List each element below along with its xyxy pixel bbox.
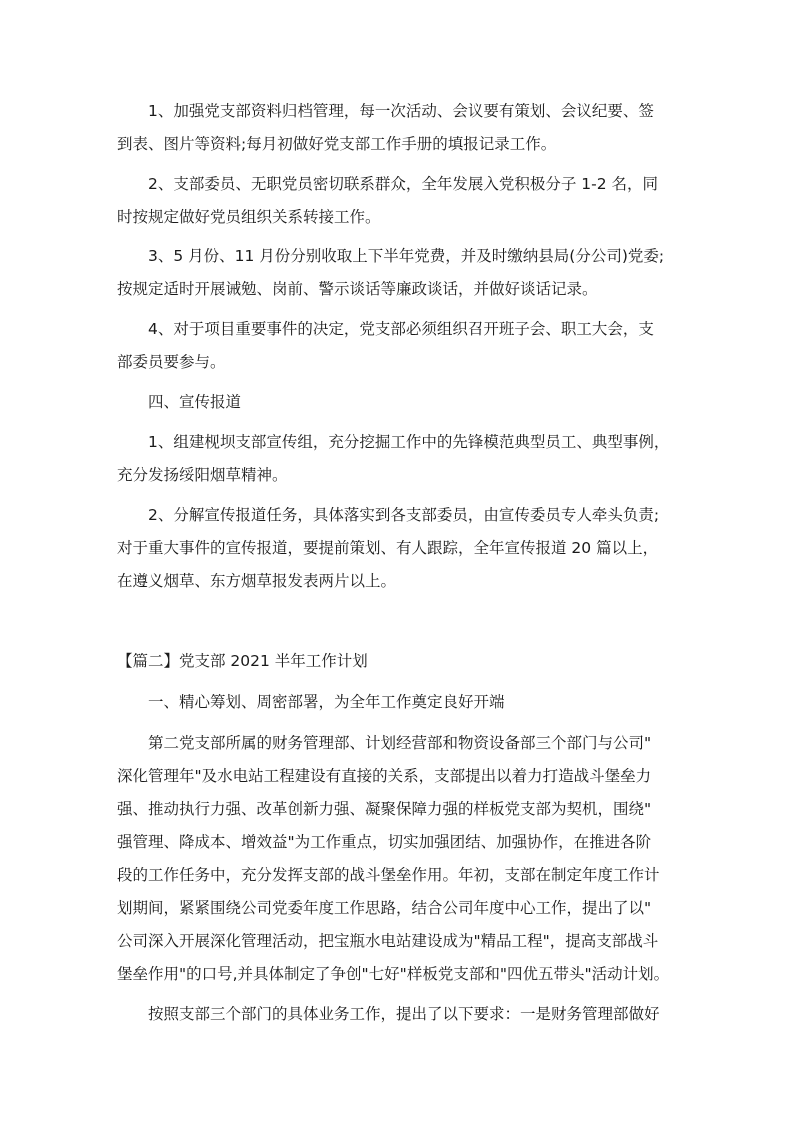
para-3-line-2: 按规定适时开展诫勉、岗前、警示谈话等廉政谈话，并做好谈话记录。 — [117, 280, 598, 298]
para-6-line-3: 在遵义烟草、东方烟草报发表两片以上。 — [117, 572, 397, 590]
para-5-line-2: 充分发扬绥阳烟草精神。 — [117, 466, 288, 484]
subheading-1: 一、精心筹划、周密部署，为全年工作奠定良好开端 — [148, 693, 505, 711]
para-1-line-1: 1、加强党支部资料归档管理，每一次活动、会议要有策划、会议纪要、签 — [148, 102, 654, 120]
para-7-line-3: 强、推动执行力强、改革创新力强、凝聚保障力强的样板党支部为契机，围绕" — [117, 800, 652, 818]
para-3-line-1: 3、5 月份、11 月份分别收取上下半年党费，并及时缴纳县局(分公司)党委; — [148, 247, 665, 265]
para-2-line-2: 时按规定做好党员组织关系转接工作。 — [117, 208, 381, 226]
para-6-line-1: 2、分解宣传报道任务，具体落实到各支部委员，由宣传委员专人牵头负责; — [148, 506, 660, 524]
para-5-line-1: 1、组建枧坝支部宣传组，充分挖掘工作中的先锋模范典型员工、典型事例， — [148, 433, 670, 451]
para-6-line-2: 对于重大事件的宣传报道，要提前策划、有人跟踪，全年宣传报道 20 篇以上， — [117, 539, 659, 557]
article-title: 【篇二】党支部 2021 半年工作计划 — [117, 652, 368, 670]
para-1-line-2: 到表、图片等资料;每月初做好党支部工作手册的填报记录工作。 — [117, 135, 557, 153]
para-7-line-1: 第二党支部所属的财务管理部、计划经营部和物资设备部三个部门与公司" — [148, 734, 652, 752]
para-4-line-1: 4、对于项目重要事件的决定，党支部必须组织召开班子会、职工大会，支 — [148, 320, 654, 338]
para-2-line-1: 2、支部委员、无职党员密切联系群众，全年发展入党积极分子 1-2 名，同 — [148, 175, 659, 193]
para-7-line-7: 公司深入开展深化管理活动，把宝瓶水电站建设成为"精品工程"，提高支部战斗 — [117, 932, 659, 950]
para-7-line-5: 段的工作任务中，充分发挥支部的战斗堡垒作用。年初，支部在制定年度工作计 — [117, 866, 660, 884]
para-7-line-2: 深化管理年"及水电站工程建设有直接的关系，支部提出以着力打造战斗堡垒力 — [117, 767, 652, 785]
para-7-line-6: 划期间，紧紧围绕公司党委年度工作思路，结合公司年度中心工作，提出了以" — [117, 899, 652, 917]
para-4-line-2: 部委员要参与。 — [117, 353, 226, 371]
para-7-line-4: 强管理、降成本、增效益"为工作重点，切实加强团结、加强协作，在推进各阶 — [117, 833, 652, 851]
para-8-line-1: 按照支部三个部门的具体业务工作，提出了以下要求：一是财务管理部做好 — [148, 1005, 660, 1023]
section-heading-publicity: 四、宣传报道 — [148, 393, 242, 411]
para-7-line-8: 堡垒作用"的口号,并具体制定了争创"七好"样板党支部和"四优五带头"活动计划。 — [117, 965, 670, 983]
